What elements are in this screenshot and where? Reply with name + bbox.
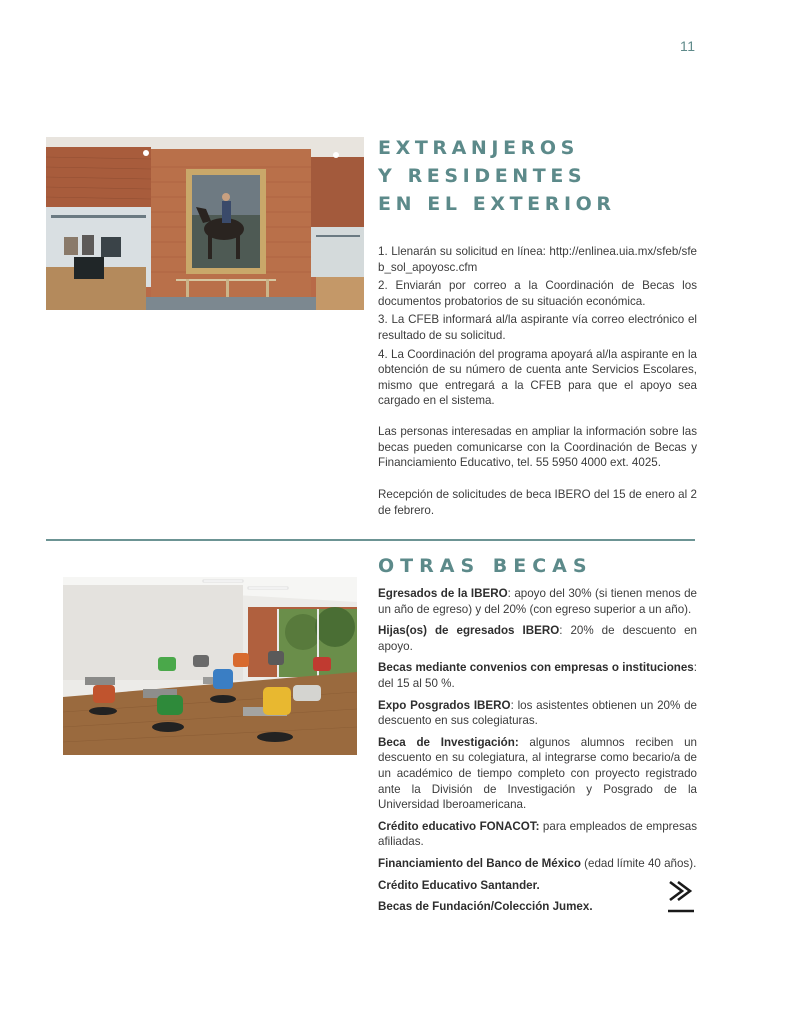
item-title: Crédito educativo FONACOT:	[378, 819, 540, 833]
item-title: Beca de Investigación:	[378, 735, 519, 749]
item-text: algunos alumnos reciben un descuento en su colegiatura, al integrarse como becario/a de un académico de tiempo completo con proyecto registrado ante la División de Investigación y Posgrado de la Universidad Iberoamericana.	[378, 735, 697, 812]
section-divider	[46, 539, 695, 541]
list-item	[378, 698, 697, 729]
list-item	[378, 899, 697, 915]
item-text: para empleados de empresas afiliadas.	[378, 819, 697, 849]
item-text: : del 15 al 50 %.	[378, 661, 697, 690]
item-title: Financiamiento del Banco de México	[378, 856, 581, 870]
item-title: Hijas(os) de egresados IBERO	[378, 624, 560, 638]
contact-info: Las personas interesadas en ampliar la información sobre las becas pueden comunicarse con la Coordinación de Becas y Financiamiento Educativo, tel. 55 5950 4000 ext. 4025.	[378, 425, 697, 470]
double-chevron-right-icon[interactable]	[666, 879, 696, 915]
item-title: Becas de Fundación/Colección Jumex.	[378, 900, 593, 914]
list-item	[378, 735, 697, 813]
item-text: : apoyo del 30% (si tienen menos de un año de egreso) y del 20% (con egreso superior a un año).	[378, 587, 697, 616]
item-title: Expo Posgrados IBERO	[378, 698, 511, 712]
item-text: : 20% de descuento en apoyo.	[378, 624, 697, 653]
application-steps	[378, 244, 697, 412]
list-item	[378, 623, 697, 654]
item-title: Egresados de la IBERO	[378, 587, 508, 600]
list-item	[378, 856, 697, 872]
section-heading-extranjeros	[378, 134, 616, 218]
reception-dates: Recepción de solicitudes de beca IBERO del 15 de enero al 2 de febrero.	[378, 488, 697, 517]
item-title: Crédito Educativo Santander.	[378, 878, 540, 892]
heading-line: EXTRANJEROS	[378, 137, 579, 159]
step-4: 4. La Coordinación del programa apoyará al/la aspirante en la obtención de su número de cuenta ante Servicios Escolares, mismo que entregará a la CFEB para que el apoyo sea cargado en el sistema.	[378, 347, 697, 408]
classroom-photo	[63, 577, 357, 755]
item-title: Becas mediante convenios con empresas o instituciones	[378, 661, 694, 675]
list-item	[378, 660, 697, 691]
list-item	[378, 586, 697, 617]
otras-becas-list	[378, 586, 697, 921]
library-painting-photo	[46, 137, 364, 310]
step-2: 2. Enviarán por correo a la Coordinación de Becas los documentos probatorios de su situación económica.	[378, 279, 697, 308]
step-1: 1. Llenarán su solicitud en línea: http://enlinea.uia.mx/sfeb/sfeb_sol_apoyosc.cfm	[378, 245, 697, 274]
list-item	[378, 819, 697, 850]
step-3: 3. La CFEB informará al/la aspirante vía correo electrónico el resultado de su solicitud.	[378, 313, 697, 342]
heading-line: EN EL EXTERIOR	[378, 193, 616, 215]
heading-line: Y RESIDENTES	[378, 165, 587, 187]
page-number: 11	[680, 38, 696, 54]
section-heading-otras-becas: OTRAS BECAS	[378, 555, 593, 577]
item-text: : los asistentes obtienen un 20% de descuento en sus colegiaturas.	[378, 698, 697, 728]
item-text: (edad límite 40 años).	[580, 856, 697, 870]
list-item	[378, 878, 697, 894]
